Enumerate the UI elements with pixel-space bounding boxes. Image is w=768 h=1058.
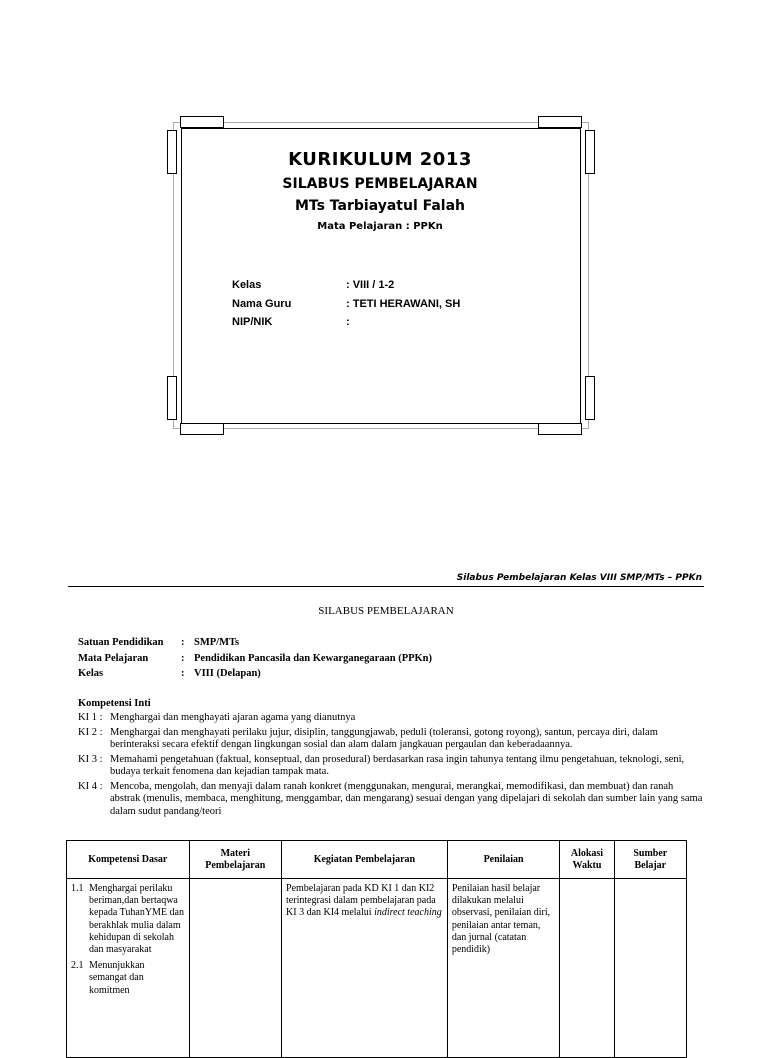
ki-text: Menghargai dan menghayati ajaran agama yang dianutnya	[110, 712, 356, 723]
kd-item	[71, 960, 185, 997]
header-kegiatan: Kegiatan Pembelajaran	[282, 841, 448, 879]
table-row	[67, 879, 687, 1058]
cover-info-label: Nama Guru	[232, 297, 292, 310]
header-alokasi	[560, 841, 614, 879]
header-alokasi-line2: Waktu	[572, 859, 602, 871]
cell-sumber	[614, 879, 686, 1058]
kd-item	[71, 883, 185, 956]
ki-text: Mencoba, mengolah, dan menyaji dalam ranah konkret (menggunakan, mengurai, merangkai, memodifikasi, dan membuat) dan ranah abstrak (menulis, membaca, menghitung, menggambar, dan mengarang) sesuai dengan yang dipelajari di sekolah dan sumber lain yang sama dalam sudut pandang/teori	[110, 780, 703, 817]
frame-side-bottom-right	[585, 376, 595, 420]
ki-code: KI 3 :	[78, 753, 103, 765]
kd-number: 2.1	[71, 960, 84, 972]
cover-info-value: : VIII / 1-2	[346, 279, 395, 292]
cell-kegiatan	[282, 879, 448, 1058]
frame-corner-top-right	[538, 116, 582, 128]
header-alokasi-line1: Alokasi	[570, 847, 604, 859]
cell-penilaian: Penilaian hasil belajar dilakukan melalui observasi, penilaian diri, penilaian antar teman, dan jurnal (catatan pendidik)	[447, 879, 560, 1058]
identity-label: Satuan Pendidikan	[78, 637, 164, 649]
header-materi	[189, 841, 281, 879]
kd-text-first: Menghargai perilaku	[89, 883, 173, 894]
ki-code: KI 4 :	[78, 780, 103, 792]
cover-subject: Mata Pelajaran : PPKn	[317, 221, 443, 232]
identity-value: SMP/MTs	[194, 637, 240, 649]
kd-number: 1.1	[71, 883, 84, 894]
identity-separator: :	[181, 637, 185, 649]
cover-info-value: : TETI HERAWANI, SH	[346, 297, 461, 310]
identity-separator: :	[181, 668, 185, 680]
frame-corner-top-left	[180, 116, 224, 128]
cover-info-value: :	[346, 316, 350, 329]
kd-text	[89, 883, 185, 956]
identity-value: VIII (Delapan)	[194, 668, 261, 680]
identity-value: Pendidikan Pancasila dan Kewarganegaraan (PPKn)	[194, 652, 433, 664]
cell-alokasi	[560, 879, 614, 1058]
header-sumber	[614, 841, 686, 879]
frame-side-top-right	[585, 130, 595, 174]
identity-row	[78, 651, 432, 667]
ki-text: Memahami pengetahuan (faktual, konseptual, dan prosedural) berdasarkan rasa ingin tahunya tentang ilmu pengetahuan, teknologi, seni, budaya terkait fenomena dan kejadian tampak mata.	[110, 753, 685, 777]
ki-item	[78, 754, 706, 779]
identity-row	[78, 635, 432, 651]
identity-separator: :	[181, 652, 185, 664]
header-sumber-line2: Belajar	[634, 859, 667, 871]
header-penilaian: Penilaian	[447, 841, 560, 879]
kd-text-rest: semangat dan komitmen	[89, 972, 144, 996]
ki-item	[78, 781, 706, 819]
cell-kompetensi-dasar	[67, 879, 190, 1058]
kd-text-rest: beriman,dan bertaqwa kepada TuhanYME dan berakhlak mulia dalam kehidupan di sekolah dan masyarakat	[89, 895, 184, 956]
cover-title: KURIKULUM 2013	[288, 149, 472, 170]
ki-item	[78, 712, 706, 725]
ki-item	[78, 727, 706, 752]
kd-text-first: Menunjukkan	[89, 960, 145, 972]
ki-code: KI 2 :	[78, 726, 103, 738]
cover-info-label: NIP/NIK	[232, 316, 273, 329]
kd-text	[89, 960, 185, 997]
identity-row	[78, 666, 432, 682]
cover-subtitle: SILABUS PEMBELAJARAN	[282, 176, 478, 192]
header-materi-line2: Pembelajaran	[205, 859, 266, 871]
header-kompetensi-dasar: Kompetensi Dasar	[67, 841, 190, 879]
frame-corner-bottom-right	[538, 423, 582, 435]
identity-block	[78, 635, 432, 682]
cover-info	[232, 276, 460, 332]
frame-side-top-left	[167, 130, 177, 174]
cover-info-row	[232, 295, 460, 314]
cover-info-row	[232, 276, 460, 295]
frame-corner-bottom-left	[180, 423, 224, 435]
header-sumber-line1: Sumber	[633, 847, 668, 859]
silabus-table	[66, 840, 687, 1058]
cover-info-label: Kelas	[232, 279, 262, 292]
cover-info-row	[232, 313, 460, 332]
running-header: Silabus Pembelajaran Kelas VIII SMP/MTs – PPKn	[456, 573, 702, 583]
header-materi-line1: Materi	[220, 847, 251, 859]
ki-heading: Kompetensi Inti	[78, 698, 151, 709]
ki-list	[78, 712, 706, 820]
table-header-row	[67, 841, 687, 879]
ki-code: KI 1 :	[78, 712, 103, 723]
cover-school: MTs Tarbiayatul Falah	[294, 198, 466, 214]
identity-label: Kelas	[78, 668, 104, 680]
ki-text: Menghargai dan menghayati perilaku jujur, disiplin, tanggungjawab, peduli (toleransi, gotong royong), santun, percaya diri, dalam berinteraksi secara efektif dengan lingkungan sosial dan alam dalam jangkauan pergaulan dan keberadaannya.	[110, 726, 658, 750]
kegiatan-text: Pembelajaran pada KD KI 1 dan KI2 terintegrasi dalam pembelajaran pada KI 3 dan KI4 melalui	[286, 883, 436, 919]
frame-side-bottom-left	[167, 376, 177, 420]
doc-title: SILABUS PEMBELAJARAN	[318, 605, 454, 617]
header-rule	[68, 586, 704, 587]
kegiatan-italic: indirect teaching	[374, 907, 442, 919]
cell-materi	[189, 879, 281, 1058]
identity-label: Mata Pelajaran	[78, 652, 149, 664]
